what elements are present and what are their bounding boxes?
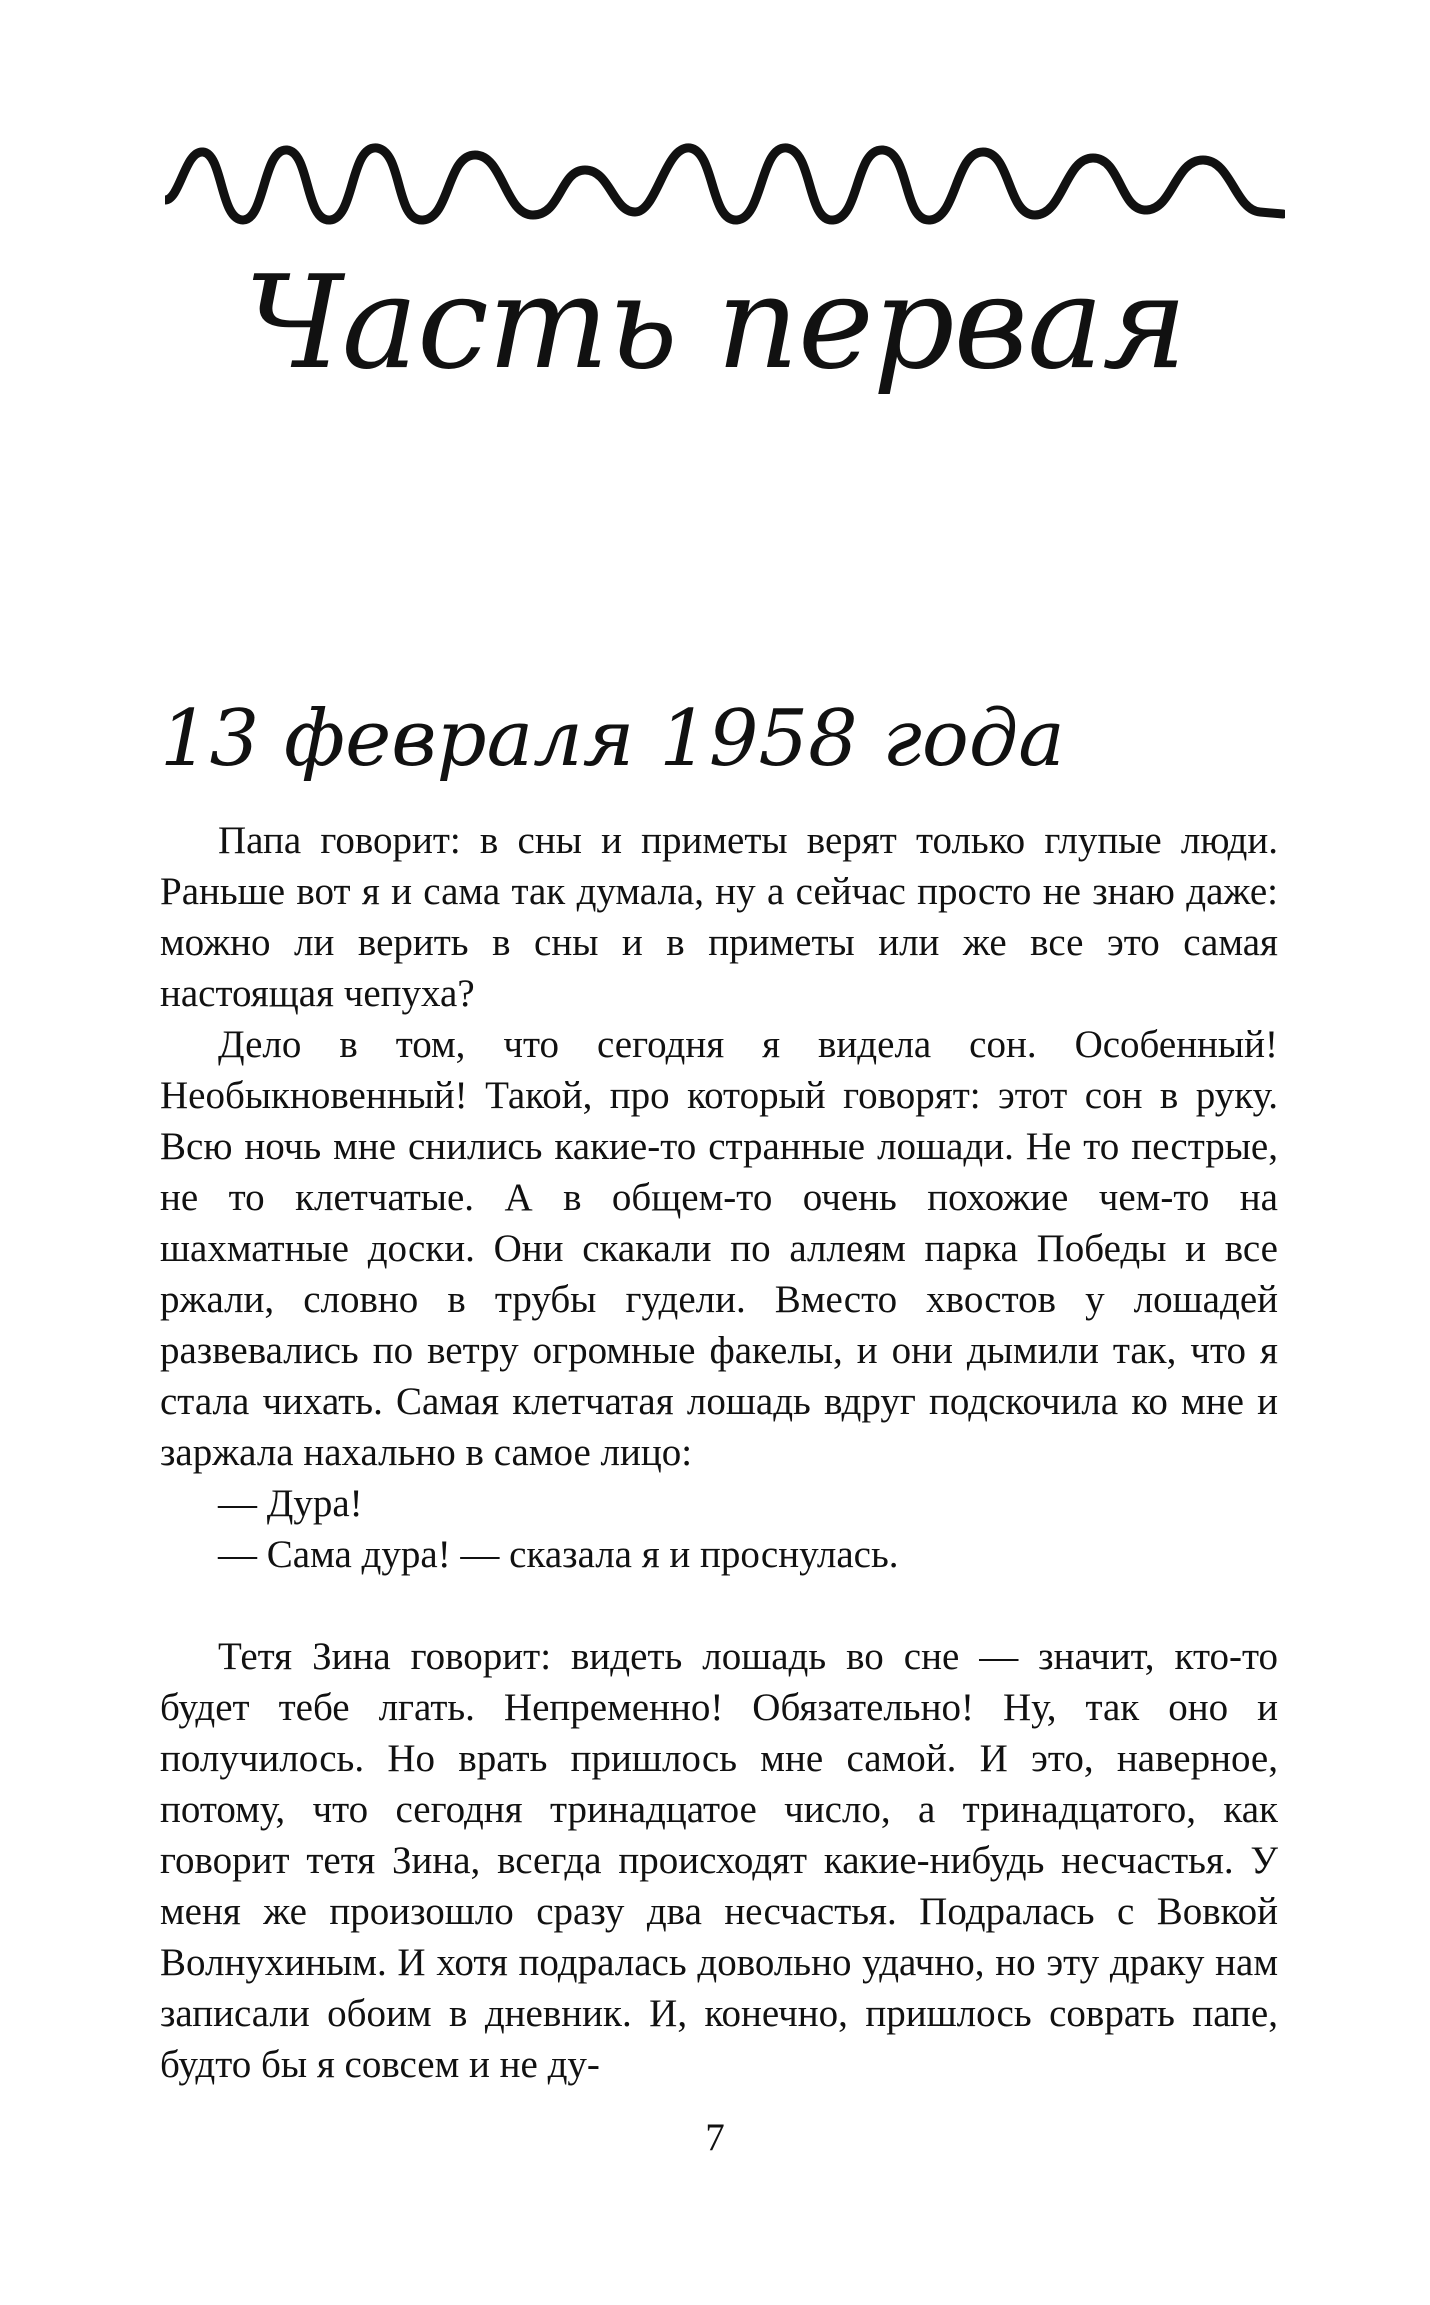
dialogue-line: — Дура!	[218, 1482, 363, 1525]
paragraph: Тетя Зина говорит: видеть лошадь во сне — значит, кто-то будет тебе лгать. Непременно! Обязательно! Ну, так оно и получилось. Но врать пришлось мне самой. И это, наверное, потому, что сегодня тринадцатое число, а тринадцатого, как говорит тетя Зина, всегда происходят какие-нибудь несчастья. У меня же произошло сразу два несчастья. Подралась с Вовкой Волнухиным. И хотя подралась довольно удачно, но эту драку нам записали обоим в дневник. И, конечно, пришлось соврать папе, будто бы я совсем и не ду-	[160, 1635, 1278, 2086]
paragraph: Папа говорит: в сны и приметы верят только глупые люди. Раньше вот я и сама так думала, ну а сейчас просто не знаю даже: можно ли верить в сны и в приметы или же все это самая настоящая чепуха?	[160, 819, 1278, 1015]
part-title: Часть первая	[243, 249, 1187, 398]
wavy-ornament	[165, 130, 1285, 240]
dialogue-line: — Сама дура! — сказала я и проснулась.	[218, 1533, 899, 1576]
date-heading: 13 февраля 1958 года	[160, 694, 1065, 784]
page-number: 7	[705, 2116, 725, 2159]
body-text	[160, 815, 1278, 2090]
paragraph: Дело в том, что сегодня я видела сон. Особенный! Необыкновенный! Такой, про который говорят: этот сон в руку. Всю ночь мне снились какие-то странные лошади. Не то пестрые, не то клетчатые. А в общем-то очень похожие чем-то на шахматные доски. Они скакали по аллеям парка Победы и все ржали, словно в трубы гудели. Вместо хвостов у лошадей развевались по ветру огромные факелы, и они дымили так, что я стала чихать. Самая клетчатая лошадь вдруг подскочила ко мне и заржала нахально в самое лицо:	[160, 1023, 1278, 1474]
